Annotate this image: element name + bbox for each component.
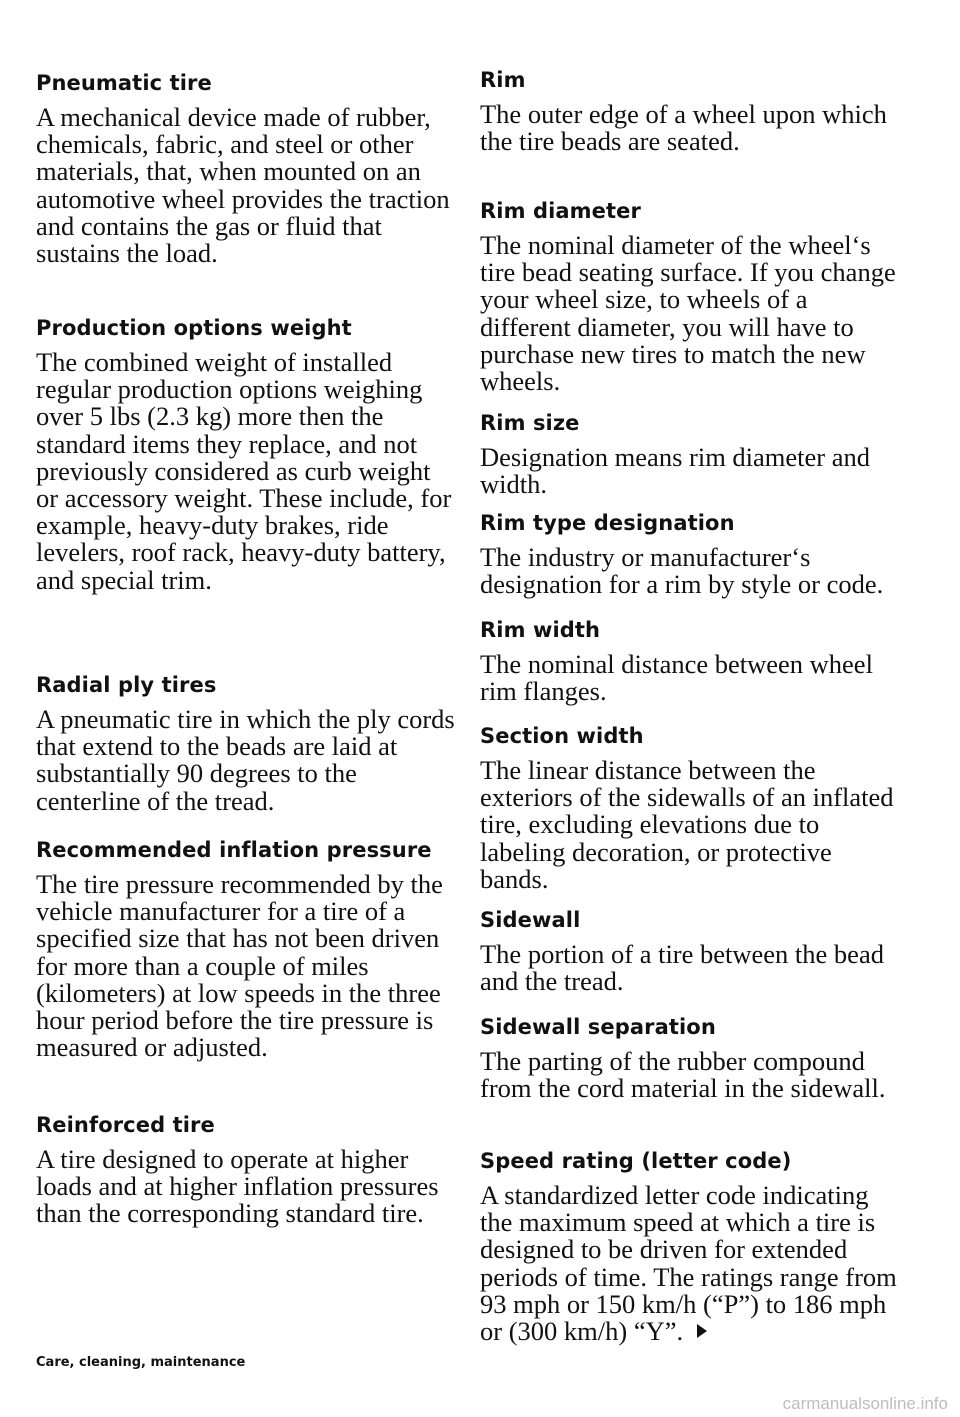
glossary-entry <box>36 313 456 594</box>
entry-definition: The outer edge of a wheel upon which the tire beads are seated. <box>480 99 887 157</box>
entry-definition: The tire pressure recommended by the vehicle manufacturer for a tire of a specified size that has not been driven for more than a couple of miles (kilometers) at low speeds in the three hour period before the tire pressure is measured or adjusted. <box>36 869 443 1063</box>
continue-arrow-icon <box>697 1324 707 1338</box>
glossary-entry <box>36 68 456 267</box>
entry-definition: The nominal distance between wheel rim flanges. <box>480 649 873 707</box>
entry-definition: A tire designed to operate at higher loads and at higher inflation pressures than the corresponding standard tire. <box>36 1144 439 1229</box>
glossary-entry <box>480 65 900 155</box>
entry-term: Production options weight <box>36 316 352 340</box>
entry-definition-text: A standardized letter code indicating the maximum speed at which a tire is designed to be driven for extended periods of time. The ratings range from 93 mph or 150 km/h (“P”) to 186 mph or (300 km/h) “Y”. <box>480 1180 897 1347</box>
entry-definition: The linear distance between the exteriors of the sidewalls of an inflated tire, excluding elevations due to labeling decoration, or protective bands. <box>480 755 894 894</box>
glossary-entry <box>480 721 900 893</box>
entry-term: Sidewall <box>480 908 581 932</box>
entry-definition: The nominal diameter of the wheel‘s tire bead seating surface. If you change your wheel size, to wheels of a different diameter, you will have to purchase new tires to match the new wheels. <box>480 230 896 397</box>
entry-term: Radial ply tires <box>36 673 217 697</box>
entry-term: Rim size <box>480 411 580 435</box>
entry-term: Section width <box>480 724 644 748</box>
entry-definition: A mechanical device made of rubber, chemicals, fabric, and steel or other materials, that, when mounted on an automotive wheel provides the traction and contains the gas or fluid that sustains the load. <box>36 102 450 269</box>
entry-definition: The portion of a tire between the bead and the tread. <box>480 939 884 997</box>
watermark: carmanualsonline.info <box>782 1394 948 1413</box>
glossary-entry <box>480 1146 900 1345</box>
glossary-entry <box>480 196 900 395</box>
entry-definition: The industry or manufacturer‘s designation for a rim by style or code. <box>480 542 884 600</box>
entry-term: Sidewall separation <box>480 1015 716 1039</box>
entry-definition: The parting of the rubber compound from the cord material in the sidewall. <box>480 1046 886 1104</box>
entry-term: Recommended inflation pressure <box>36 838 432 862</box>
entry-definition: A pneumatic tire in which the ply cords that extend to the beads are laid at substantially 90 degrees to the centerline of the tread. <box>36 704 455 816</box>
entry-term: Rim diameter <box>480 199 641 223</box>
entry-definition: The combined weight of installed regular production options weighing over 5 lbs (2.3 kg) more then the standard items they replace, and not previously considered as curb weight or accessory weight. These include, for example, heavy-duty brakes, ride levelers, roof rack, heavy-duty battery, and special trim. <box>36 347 452 595</box>
glossary-entry <box>480 508 900 598</box>
entry-term: Rim width <box>480 618 601 642</box>
entry-term: Rim <box>480 68 526 92</box>
entry-term: Reinforced tire <box>36 1113 215 1137</box>
glossary-entry <box>480 905 900 995</box>
glossary-entry <box>480 408 900 498</box>
entry-term: Rim type designation <box>480 511 735 535</box>
glossary-entry <box>36 1110 456 1228</box>
entry-definition <box>480 1182 900 1345</box>
glossary-entry <box>36 670 456 815</box>
entry-term: Pneumatic tire <box>36 71 212 95</box>
glossary-entry <box>480 615 900 705</box>
entry-definition: Designation means rim diameter and width. <box>480 442 871 500</box>
glossary-entry <box>36 835 456 1061</box>
page-footer-section: Care, cleaning, maintenance <box>36 1355 246 1370</box>
entry-term: Speed rating (letter code) <box>480 1149 792 1173</box>
glossary-entry <box>480 1012 900 1102</box>
